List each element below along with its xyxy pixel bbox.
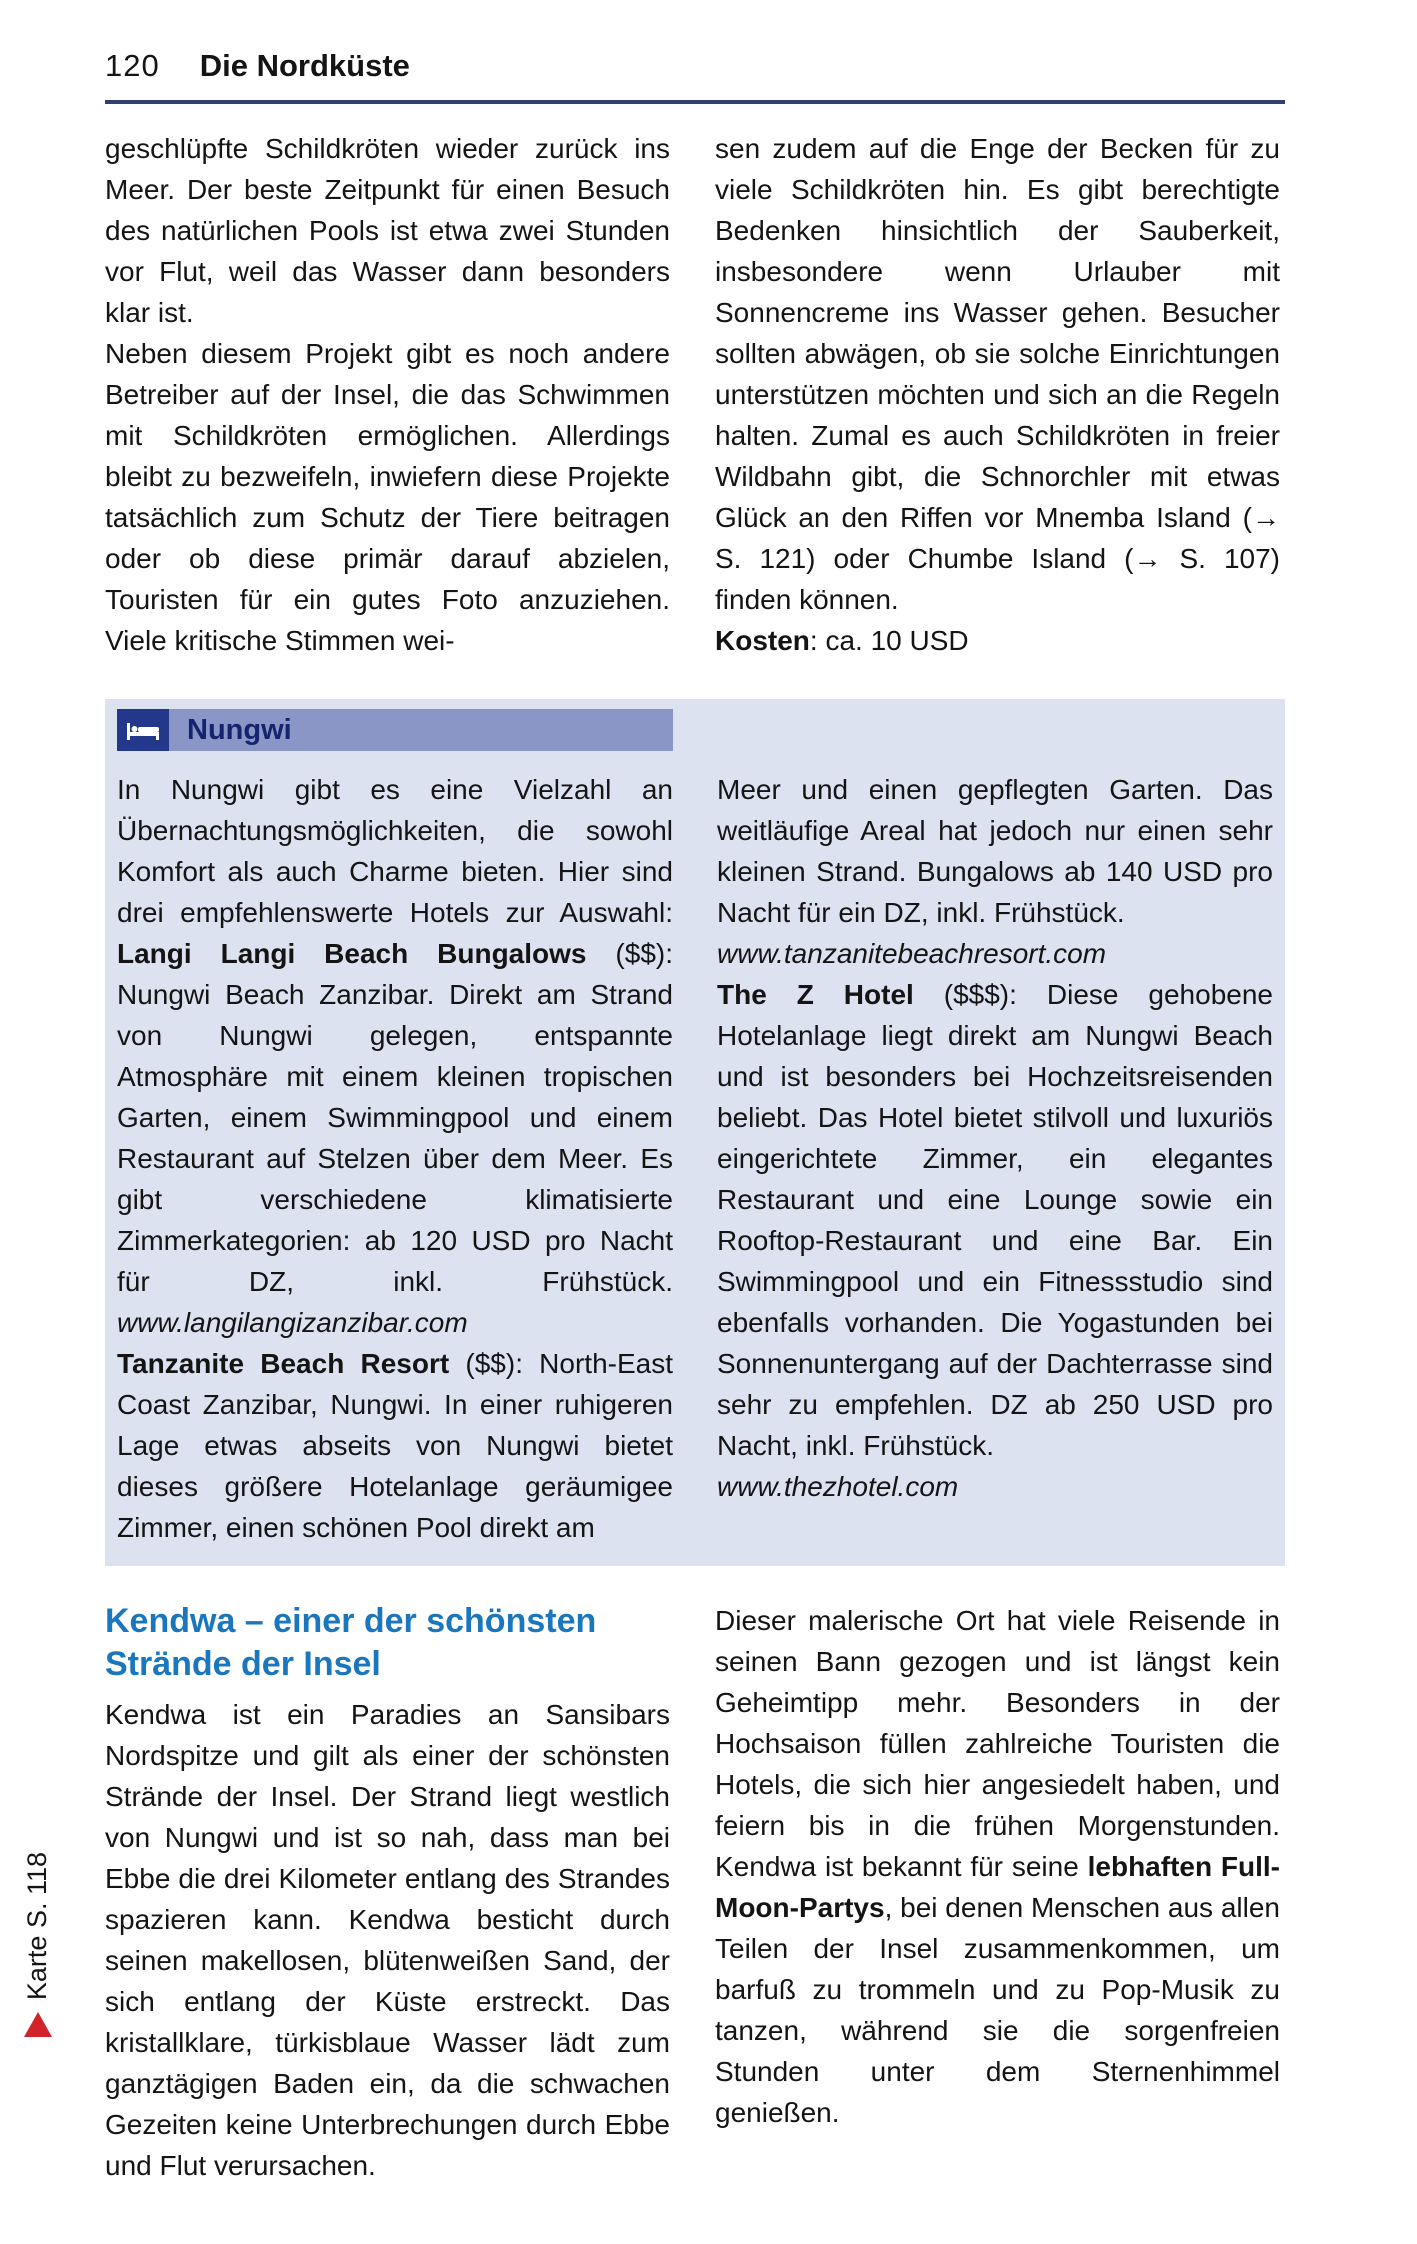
hotel-entry-z-hotel: The Z Hotel ($$$): Diese gehobene Hotelanlage liegt direkt am Nungwi Beach und ist besonders bei Hochzeitsreisenden beliebt. Das Hotel bietet stilvoll und luxuriös eingerichtete Zimmer, ein elegantes Restaurant und eine Lounge sowie ein Rooftop-Restaurant und eine Bar. Ein Swimmingpool und ein Fitnessstudio sind ebenfalls vorhanden. Die Yogastunden bei Sonnenuntergang auf der Dachterrasse sind sehr zu empfehlen. DZ ab 250 USD pro Nacht, inkl. Frühstück.: [717, 979, 1273, 1461]
paragraph: Kendwa ist ein Paradies an Sansibars Nordspitze und gilt als einer der schönsten Strände der Insel. Der Strand liegt westlich von Nungwi und ist so nah, dass man bei Ebbe die drei Kilometer entlang des Strandes spazieren kann. Kendwa besticht durch seinen makellosen, blütenweißen Sand, der sich entlang der Küste erstreckt. Das kristallklare, türkisblaue Wasser lädt zum ganztägigen Baden ein, da die schwachen Gezeiten keine Unterbrechungen durch Ebbe und Flut verursachen.: [105, 1699, 670, 2181]
infobox-columns: [117, 769, 1273, 1548]
infobox-left-column: [117, 769, 673, 1548]
paragraph: sen zudem auf die Enge der Becken für zu viele Schildkröten hin. Es gibt berechtigte Bedenken hinsichtlich der Sauberkeit, insbesondere wenn Urlauber mit Sonnencreme ins Wasser gehen. Besucher sollten abwägen, ob sie solche Einrichtungen unterstützen möchten und sich an die Regeln halten. Zumal es auch Schildkröten in freier Wildbahn gibt, die Schnorchler mit etwas Glück an den Riffen vor Mnemba Island (→ S. 121) oder Chumbe Island (→ S. 107) finden können.: [715, 133, 1280, 615]
intro-section: [105, 128, 1285, 661]
paragraph: Dieser malerische Ort hat viele Reisende in seinen Bann gezogen und ist längst kein Geheimtipp mehr. Besonders in der Hochsaison füllen zahlreiche Touristen die Hotels, die sich hier angesiedelt haben, und feiern bis in die frühen Morgenstunden. Kendwa ist bekannt für seine lebhaften Full-Moon-Partys, bei denen Menschen aus allen Teilen der Insel zusammenkommen, um barfuß zu trommeln und zu Pop-Musik zu tanzen, während sie die sorgenfreien Stunden unter dem Sternenhimmel genießen.: [715, 1605, 1280, 2128]
infobox-titlebar: [117, 709, 673, 751]
kendwa-heading-line2: Strände der Insel: [105, 1645, 381, 1683]
intro-right-column: [715, 128, 1280, 661]
infobox-title: Nungwi: [187, 713, 292, 746]
hotel-entry-tanzanite-continued: Meer und einen gepflegten Garten. Das weitläufige Areal hat jedoch nur einen sehr kleinen Strand. Bungalows ab 140 USD pro Nacht für ein DZ, inkl. Frühstück.: [717, 774, 1273, 928]
page-header: [105, 0, 1285, 104]
margin-note: [22, 1852, 53, 2037]
paragraph: geschlüpfte Schildkröten wieder zurück ins Meer. Der beste Zeitpunkt für einen Besuch des natürlichen Pools ist etwa zwei Stunden vor Flut, weil das Wasser dann besonders klar ist.: [105, 133, 670, 328]
kendwa-right-column: [715, 1600, 1280, 2186]
section-title: Die Nordküste: [199, 48, 410, 83]
kendwa-heading-line1: Kendwa – einer der schönsten: [105, 1602, 597, 1640]
kendwa-section: [105, 1600, 1285, 2186]
content: [105, 0, 1285, 2186]
kendwa-heading: [105, 1600, 670, 1686]
nungwi-infobox: [105, 699, 1285, 1566]
hotel-entry-langi-langi: In Nungwi gibt es eine Vielzahl an Übernachtungsmöglichkeiten, die sowohl Komfort als auch Charme bieten. Hier sind drei empfehlenswerte Hotels zur Auswahl: Langi Langi Beach Bungalows ($$): Nungwi Beach Zanzibar. Direkt am Strand von Nungwi gelegen, entspannte Atmosphäre mit einem kleinen tropischen Garten, einem Swimmingpool und einem Restaurant auf Stelzen über dem Meer. Es gibt verschiedene klimatisierte Zimmerkategorien: ab 120 USD pro Nacht für DZ, inkl. Frühstück. www.langilangizanzibar.com: [117, 774, 673, 1338]
map-triangle-icon: [24, 2012, 52, 2037]
kendwa-left-column: [105, 1600, 670, 2186]
cost-line: Kosten: ca. 10 USD: [715, 625, 969, 656]
page-number: 120: [105, 48, 160, 83]
paragraph: Neben diesem Projekt gibt es noch andere Betreiber auf der Insel, die das Schwimmen mit Schildkröten ermöglichen. Allerdings bleibt zu bezweifeln, inwiefern diese Projekte tatsächlich zum Schutz der Tiere beitragen oder ob diese primär darauf abzielen, Touristen für ein gutes Foto anzuziehen. Viele kritische Stimmen wei-: [105, 338, 670, 656]
map-reference-label: Karte S. 118: [22, 1852, 52, 2001]
infobox-right-column: [717, 769, 1273, 1548]
hotel-url-tanzanite: www.tanzanitebeachresort.com: [717, 938, 1107, 969]
infobox-title-bar: [169, 709, 673, 751]
hotel-url-z-hotel: www.thezhotel.com: [717, 1471, 959, 1502]
hotel-entry-tanzanite: Tanzanite Beach Resort ($$): North-East Coast Zanzibar, Nungwi. In einer ruhigeren Lage etwas abseits von Nungwi bietet dieses größere Hotelanlage geräumigee Zimmer, einen schönen Pool direkt am: [117, 1348, 674, 1543]
bed-icon: [117, 709, 169, 751]
intro-left-column: [105, 128, 670, 661]
